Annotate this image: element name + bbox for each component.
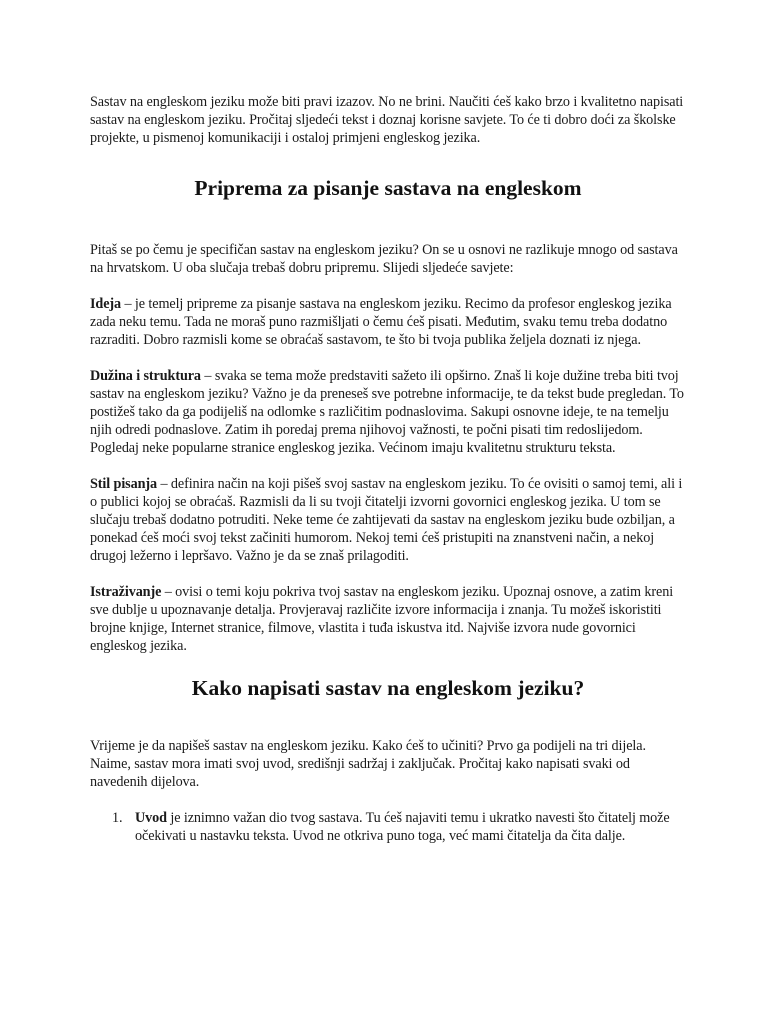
tip-paragraph-research: [90, 583, 686, 655]
tip-term: Dužina i struktura: [90, 368, 201, 384]
tip-term: Istraživanje: [90, 584, 162, 600]
tip-text: – ovisi o temi koju pokriva tvoj sastav na engleskom jeziku. Upoznaj osnove, a zatim kreni sve dublje u upoznavanje detalja. Provjeravaj različite izvore informacija i znanja. Tu možeš iskoristiti brojne knjige, Internet stranice, filmove, vlastita i tuđa iskustva itd. Najviše izvora nude govornici engleskog jezika.: [90, 584, 674, 654]
tip-term: Stil pisanja: [90, 476, 158, 492]
section-lead-paragraph: Vrijeme je da napišeš sastav na engleskom jeziku. Kako ćeš to učiniti? Prvo ga podijeli na tri dijela. Naime, sastav mora imati svoj uvod, središnji sadržaj i zaključak. Pročitaj kako napisati svaki od navedenih dijelova.: [90, 738, 646, 790]
tip-paragraph-length-structure: [90, 367, 686, 457]
intro-paragraph: Sastav na engleskom jeziku može biti pravi izazov. No ne brini. Naučiti ćeš kako brzo i kvalitetno napisati sastav na engleskom jeziku. Pročitaj sljedeći tekst i doznaj korisne savjete. To će ti dobro doći za školske projekte, u pismenoj komunikaciji i ostaloj primjeni engleskog jezika.: [90, 94, 684, 146]
list-item-text: je iznimno važan dio tvog sastava. Tu ćeš najaviti temu i ukratko navesti što čitatelj može očekivati u nastavku teksta. Uvod ne otkriva puno toga, već mami čitatelja da čita dalje.: [135, 810, 670, 844]
tip-term: Ideja: [90, 296, 122, 312]
section-heading-how-to-write: Kako napisati sastav na engleskom jeziku?: [191, 676, 585, 700]
section-heading-preparation: Priprema za pisanje sastava na engleskom: [194, 176, 582, 200]
list-item-term: Uvod: [135, 810, 167, 826]
document-body: [90, 93, 686, 845]
section-lead-paragraph: Pitaš se po čemu je specifičan sastav na engleskom jeziku? On se u osnovi ne razlikuje mnogo od sastava na hrvatskom. U oba slučaja trebaš dobru pripremu. Slijedi sljedeće savjete:: [90, 242, 678, 276]
tip-paragraph-idea: [90, 295, 686, 349]
list-item-number: 1.: [112, 810, 123, 826]
tip-paragraph-writing-style: [90, 475, 686, 565]
tip-text: – je temelj pripreme za pisanje sastava na engleskom jeziku. Recimo da profesor engleskog jezika zada neku temu. Tada ne moraš puno razmišljati o čemu ćeš pisati. Međutim, svaku temu treba dodatno razraditi. Dobro razmisli kome se obraćaš sastavom, te što bi tvoja publika željela doznati iz njega.: [90, 296, 672, 348]
list-item: [90, 809, 686, 845]
numbered-list: [90, 809, 686, 845]
tip-text: – svaka se tema može predstaviti sažeto ili opširno. Znaš li koje dužine treba biti tvoj sastav na engleskom jeziku? Važno je da preneseš sve potrebne informacije, te da tekst bude pregledan. To postižeš tako da ga podijeliš na odlomke s različitim podnaslovima. Sakupi osnovne ideje, te na temelju njih odredi podnaslove. Zatim ih poredaj prema njihovoj važnosti, te počni pisati tim redoslijedom. Pogledaj neke popularne stranice engleskog jezika. Većinom imaju kvalitetnu strukturu teksta.: [90, 368, 684, 456]
tip-text: – definira način na koji pišeš svoj sastav na engleskom jeziku. To će ovisiti o samoj temi, ali i o publici kojoj se obraćaš. Razmisli da li su tvoji čitatelji izvorni govornici engleskog jezika. U tom se slučaju trebaš dodatno potruditi. Neke teme će zahtijevati da sastav na engleskom jeziku bude ozbiljan, a ponekad ćeš moći svoj tekst začiniti humorom. Nekoj temi ćeš pristupiti na znanstveni način, a nekoj drugoj ležerno i lepršavo. Važno je da se znaš prilagoditi.: [90, 476, 683, 564]
